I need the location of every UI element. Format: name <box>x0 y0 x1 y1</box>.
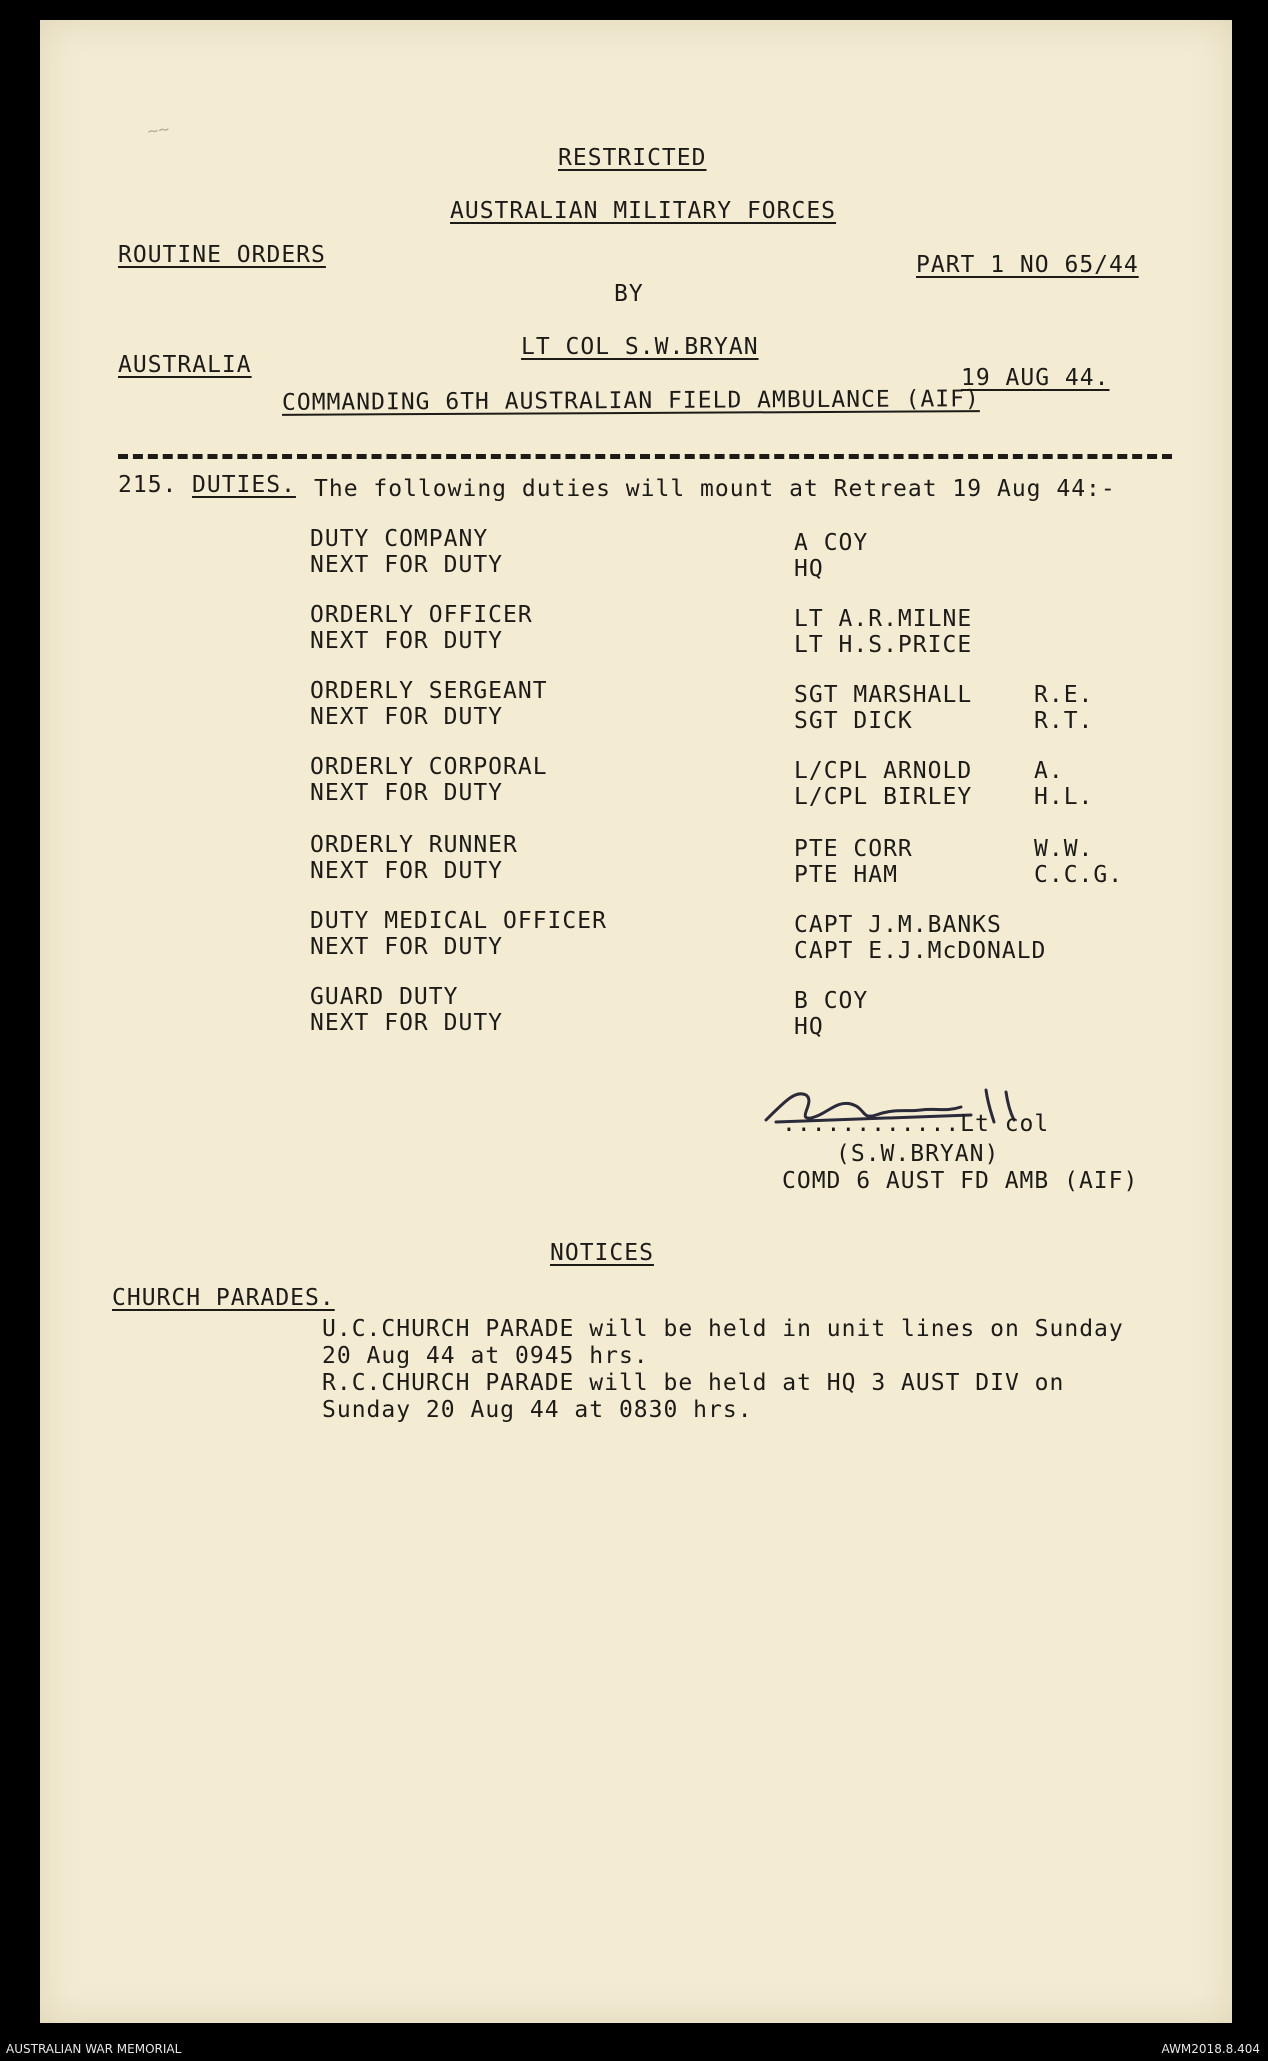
duty-next-assignee: PTE HAM <box>794 862 898 888</box>
duty-assignee: LT A.R.MILNE <box>794 606 973 632</box>
signatory-title: COMD 6 AUST FD AMB (AIF) <box>782 1168 1139 1194</box>
duty-assignee: A COY <box>794 530 869 556</box>
duty-next-assignee: HQ <box>794 556 824 582</box>
restricted-heading: RESTRICTED <box>558 145 707 171</box>
order-number: 215. <box>118 472 178 498</box>
notice-line: R.C.CHURCH PARADE will be held at HQ 3 AUST DIV on <box>322 1370 1065 1396</box>
duty-next-label: NEXT FOR DUTY <box>310 780 504 806</box>
notices-heading: NOTICES <box>550 1240 654 1266</box>
duties-intro: The following duties will mount at Retreat 19 Aug 44:- <box>314 476 1116 502</box>
duty-assignee: PTE CORR <box>794 836 913 862</box>
duty-next-assignee: SGT DICK <box>794 708 913 734</box>
duty-next-label: NEXT FOR DUTY <box>310 1010 504 1036</box>
duty-next-label: NEXT FOR DUTY <box>310 858 504 884</box>
duty-initials: R.E. <box>1034 682 1094 708</box>
church-parades-heading: CHURCH PARADES. <box>112 1285 335 1311</box>
duty-role: GUARD DUTY <box>310 984 459 1010</box>
notice-line: U.C.CHURCH PARADE will be held in unit lines on Sunday <box>322 1316 1124 1342</box>
ink-smudge: ~~ <box>146 118 171 143</box>
duty-role: ORDERLY RUNNER <box>310 832 518 858</box>
duty-next-initials: C.C.G. <box>1034 862 1124 888</box>
part-number: PART 1 NO 65/44 <box>916 252 1139 278</box>
duty-assignee: L/CPL ARNOLD <box>794 758 973 784</box>
duty-next-assignee: HQ <box>794 1014 824 1040</box>
duty-assignee: B COY <box>794 988 869 1014</box>
order-date: 19 AUG 44. <box>961 365 1110 391</box>
duty-role: ORDERLY CORPORAL <box>310 754 548 780</box>
by-label: BY <box>614 281 644 307</box>
separator-rule <box>118 454 1172 459</box>
duty-initials: A. <box>1034 758 1064 784</box>
footer-source: AUSTRALIAN WAR MEMORIAL <box>6 2042 182 2056</box>
duty-assignee: CAPT J.M.BANKS <box>794 912 1002 938</box>
forces-heading: AUSTRALIAN MILITARY FORCES <box>450 198 837 224</box>
commander-name: LT COL S.W.BRYAN <box>521 334 759 360</box>
duties-heading: DUTIES. <box>192 472 296 498</box>
duty-assignee: SGT MARSHALL <box>794 682 973 708</box>
signature-line: ............Lt col <box>782 1111 1050 1137</box>
notice-line: 20 Aug 44 at 0945 hrs. <box>322 1343 649 1369</box>
duty-next-initials: H.L. <box>1034 784 1094 810</box>
duty-role: ORDERLY SERGEANT <box>310 678 548 704</box>
duty-next-assignee: CAPT E.J.McDONALD <box>794 938 1047 964</box>
duty-next-label: NEXT FOR DUTY <box>310 628 504 654</box>
duty-next-label: NEXT FOR DUTY <box>310 552 504 578</box>
footer-reference: AWM2018.8.404 <box>1161 2042 1260 2056</box>
commanding-line: COMMANDING 6TH AUSTRALIAN FIELD AMBULANCE (AIF) <box>281 386 980 416</box>
routine-orders-label: ROUTINE ORDERS <box>118 242 326 268</box>
duty-next-initials: R.T. <box>1034 708 1094 734</box>
document-page <box>40 20 1232 2023</box>
signatory-name: (S.W.BRYAN) <box>836 1141 1000 1167</box>
duty-next-assignee: LT H.S.PRICE <box>794 632 973 658</box>
duty-role: DUTY COMPANY <box>310 526 489 552</box>
duty-next-label: NEXT FOR DUTY <box>310 704 504 730</box>
duty-next-label: NEXT FOR DUTY <box>310 934 504 960</box>
duty-role: ORDERLY OFFICER <box>310 602 533 628</box>
duty-next-assignee: L/CPL BIRLEY <box>794 784 973 810</box>
location-label: AUSTRALIA <box>118 352 252 378</box>
duty-initials: W.W. <box>1034 836 1094 862</box>
duty-role: DUTY MEDICAL OFFICER <box>310 908 607 934</box>
notice-line: Sunday 20 Aug 44 at 0830 hrs. <box>322 1397 753 1423</box>
